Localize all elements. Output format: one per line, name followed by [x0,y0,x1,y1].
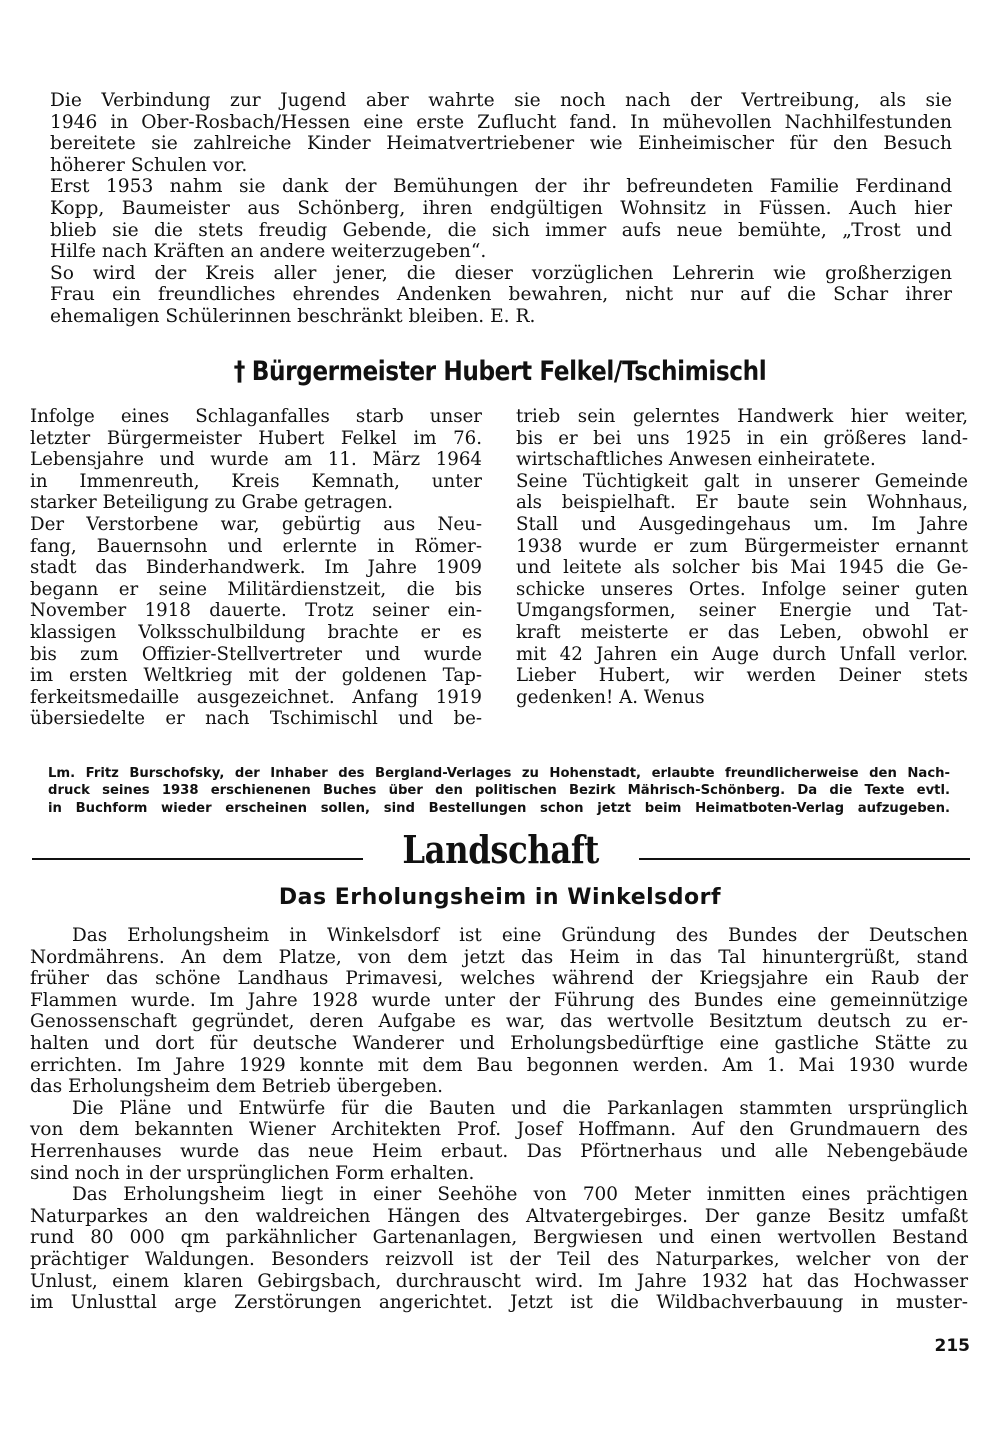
text-line: Naturparkes an den waldreichen Hängen des Altvatergebirges. Der ganze Besitz umfaßt [30,1205,968,1227]
text-line: Das Erholungsheim in Winkelsdorf ist eine Gründung des Bundes der Deutschen [72,925,968,946]
text-line: Unlust, einem klaren Gebirgsbach, durchrauscht wird. Im Jahre 1932 hat das Hochwasser [30,1270,968,1292]
section-heading-row [32,820,970,878]
obituary-column-left [30,406,482,730]
closing-text: gedenken! [516,686,614,708]
text-line: Herrenhauses wurde das neue Heim erbaut. Das Pförtnerhaus und alle Nebengebäude [30,1140,968,1162]
text-line: halten und dort für deutsche Wanderer und Erholungsbedürftige eine gastliche Stätte zu [30,1032,968,1054]
article-subtitle: Das Erholungsheim in Winkelsdorf [278,885,722,910]
text-line: Die Pläne und Entwürfe für die Bauten und die Parkanlagen stammten ursprünglich [72,1097,968,1119]
text-line: bereitete sie zahlreiche Kinder Heimatvertriebener wie Einheimischer für den Besuch [50,133,952,155]
text-line: ferkeitsmedaille ausgezeichnet. Anfang 1919 [30,686,482,708]
text-line: klassigen Volksschulbildung brachte er es [30,621,482,643]
text-line: früher das schöne Landhaus Primavesi, welches während der Kriegsjahre ein Raub der [30,968,968,990]
text-line: ehemaligen Schülerinnen beschränkt bleiben. [50,305,485,327]
text-line: wirtschaftliches Anwesen einheiratete. [516,449,876,471]
text-line: Frau ein freundliches ehrendes Andenken bewahren, nicht nur auf die Schar ihrer [50,284,952,306]
text-line: trieb sein gelerntes Handwerk hier weiter, [516,406,968,427]
text-line: Erst 1953 nahm sie dank der Bemühungen der ihr befreundeten Familie Ferdinand [50,176,952,198]
text-line: im ersten Weltkrieg mit der goldenen Tap- [30,665,482,687]
section-title: Landschaft [402,826,600,872]
text-line: Lebensjahre und wurde am 11. März 1964 [30,449,482,471]
text-line: prächtiger Waldungen. Besonders reizvoll ist der Teil des Naturparkes, welcher von der [30,1248,968,1270]
text-line: Genossenschaft gegründet, deren Aufgabe es war, das wertvolle Besitztum deutsch zu er- [30,1011,968,1033]
text-line: begann er seine Militärdienstzeit, die bis [30,578,482,600]
obituary-heading [70,356,930,387]
text-line: von dem bekannten Wiener Architekten Prof. Josef Hoffmann. Auf den Grundmauern des [30,1119,968,1141]
text-line: So wird der Kreis aller jener, die dieser vorzüglichen Lehrerin wie großherzigen [50,262,952,284]
text-line: 1938 wurde er zum Bürgermeister ernannt [516,535,968,557]
text-line: letzter Bürgermeister Hubert Felkel im 76. [30,427,482,449]
notice-line: Lm. Fritz Burschofsky, der Inhaber des Bergland-Verlages zu Hohenstadt, erlaubte freundlicherweise den Nach- [48,766,950,781]
text-line: rund 80 000 qm parkähnlicher Gartenanlagen, Bergwiesen und einen wertvollen Bestand [30,1227,968,1249]
text-line: bis er bei uns 1925 in ein größeres land- [516,427,968,449]
text-line: Kopp, Baumeister aus Schönberg, ihren endgültigen Wohnsitz in Füssen. Auch hier [50,197,952,219]
text-line-with-signature [516,687,968,709]
text-line: starker Beteiligung zu Grabe getragen. [30,492,394,514]
text-line: 1946 in Ober-Rosbach/Hessen eine erste Zuflucht fand. In mühevollen Nachhilfestunden [50,111,952,133]
text-line: Der Verstorbene war, gebürtig aus Neu- [30,513,482,535]
text-line: schicke unseres Ortes. Infolge seiner guten [516,578,968,600]
text-line: Nordmährens. An dem Platze, von dem jetzt das Heim in das Tal hinuntergrüßt, stand [30,946,968,968]
text-line: bis zum Offizier-Stellvertreter und wurde [30,643,482,665]
text-line: sind noch in der ursprünglichen Form erhalten. [30,1162,475,1184]
text-line: das Erholungsheim dem Betrieb übergeben. [30,1076,444,1098]
obituary-title: Bürgermeister Hubert Felkel/Tschimischl [251,356,767,387]
text-line: errichten. Im Jahre 1929 konnte mit dem Bau begonnen werden. Am 1. Mai 1930 wurde [30,1054,968,1076]
text-line: Seine Tüchtigkeit galt in unserer Gemeinde [516,470,968,492]
publisher-notice [48,765,950,817]
text-line: November 1918 dauerte. Trotz seiner ein- [30,600,482,622]
text-line: in Immenreuth, Kreis Kemnath, unter [30,470,482,492]
text-line: Infolge eines Schlaganfalles starb unser [30,406,482,427]
text-line: Flammen wurde. Im Jahre 1928 wurde unter der Führung des Bundes eine gemeinnützige [30,989,968,1011]
intro-text [50,90,952,328]
text-line: Hilfe nach Kräften an andere weiterzugeben“. [50,241,487,263]
text-line: im Unlusttal arge Zerstörungen angerichtet. Jetzt ist die Wildbachverbauung in muster- [30,1292,968,1314]
page-number: 215 [934,1336,970,1356]
text-line: als beispielhaft. Er baute sein Wohnhaus, [516,492,968,514]
divider [32,858,363,860]
author-signature: A. Wenus [619,686,705,708]
author-signature: E. R. [490,305,536,327]
text-line-with-signature [50,306,952,328]
text-line: mit 42 Jahren ein Auge durch Unfall verlor. [516,643,968,665]
notice-line: druck seines 1938 erschienenen Buches über den politischen Bezirk Mährisch-Schönberg. Da die Texte evtl. [48,783,950,799]
text-line: Stall und Ausgedingehaus um. Im Jahre [516,513,968,535]
text-line: Die Verbindung zur Jugend aber wahrte sie noch nach der Vertreibung, als sie [50,90,952,111]
text-line: blieb sie die stets freudig Gebende, die sich immer aufs neue bemühte, „Trost und [50,219,952,241]
obituary-column-right [516,406,968,708]
text-line: kraft meisterte er das Leben, obwohl er [516,621,968,643]
text-line: höherer Schulen vor. [50,154,248,176]
text-line: übersiedelte er nach Tschimischl und be- [30,708,482,730]
divider [639,858,970,860]
text-line: fang, Bauernsohn und erlernte in Römer- [30,535,482,557]
cross-icon: † [233,356,245,387]
notice-line: in Buchform wieder erscheinen sollen, sind Bestellungen schon jetzt beim Heimatboten-Verlag aufzugeben. [48,800,950,816]
text-line: Umgangsformen, seiner Energie und Tat- [516,600,968,622]
text-line: Lieber Hubert, wir werden Deiner stets [516,665,968,687]
text-line: stadt das Binderhandwerk. Im Jahre 1909 [30,557,482,579]
text-line: und leitete als solcher bis Mai 1945 die Ge- [516,557,968,579]
article-body [30,925,968,1314]
text-line: Das Erholungsheim liegt in einer Seehöhe von 700 Meter inmitten eines prächtigen [72,1184,968,1206]
